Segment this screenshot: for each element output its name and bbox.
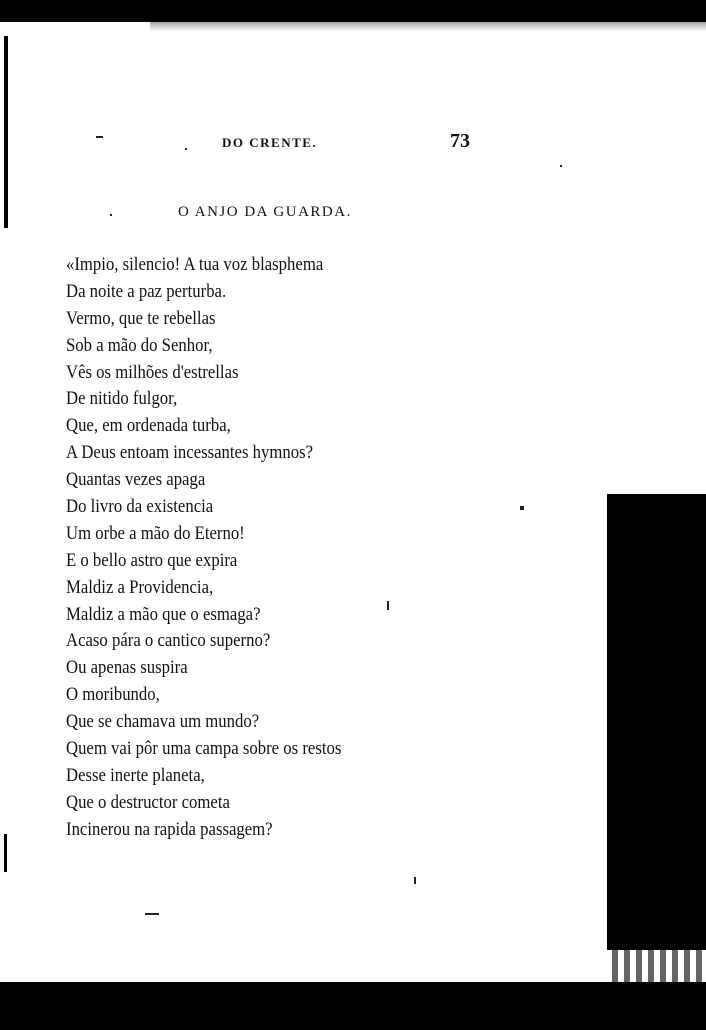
poem-line: Acaso pára o cantico superno?: [66, 630, 271, 652]
poem-line: Maldiz a mão que o esmaga?: [66, 603, 261, 625]
poem-body: [66, 252, 341, 844]
speck: [185, 148, 187, 150]
scan-block-right: [607, 494, 706, 950]
scan-border-top: [0, 0, 706, 22]
speck: [520, 506, 524, 510]
poem-line: Quem vai pôr uma campa sobre os restos: [66, 738, 342, 760]
poem-line: Ou apenas suspira: [66, 657, 188, 679]
poem-line: Incinerou na rapida passagem?: [66, 818, 273, 840]
scan-noise-right: [612, 950, 706, 982]
poem-line: Que se chamava um mundo?: [66, 711, 260, 733]
speck: [560, 165, 562, 167]
scan-shadow-top: [150, 22, 706, 32]
poem-line: Que, em ordenada turba,: [66, 415, 231, 437]
speck: [110, 214, 112, 216]
poem-line: De nitido fulgor,: [66, 388, 178, 410]
speck: [145, 913, 159, 915]
poem-line: Vermo, que te rebellas: [66, 307, 216, 329]
poem-title: O ANJO DA GUARDA.: [178, 204, 352, 220]
poem-line: Do livro da existencia: [66, 496, 214, 518]
poem-line: Maldiz a Providencia,: [66, 576, 214, 598]
poem-line: Que o destructor cometa: [66, 791, 230, 813]
scan-border-bottom: [0, 982, 706, 1030]
poem-line: E o bello astro que expira: [66, 549, 238, 571]
poem-line: «Impio, silencio! A tua voz blasphema: [66, 254, 324, 275]
poem-line: Vês os milhões d'estrellas: [66, 361, 239, 383]
poem-line: A Deus entoam incessantes hymnos?: [66, 442, 314, 464]
poem-line: O moribundo,: [66, 684, 160, 706]
page-number: 73: [450, 130, 470, 152]
poem-line: Sob a mão do Senhor,: [66, 334, 213, 356]
poem-line: Da noite a paz perturba.: [66, 280, 227, 302]
poem-line: Um orbe a mão do Eterno!: [66, 522, 245, 544]
speck: [387, 601, 389, 610]
poem-line: Desse inerte planeta,: [66, 764, 205, 786]
speck: [414, 877, 416, 884]
scan-border-left: [4, 36, 8, 228]
scan-mark-left: [4, 834, 7, 872]
poem-line: Quantas vezes apaga: [66, 469, 206, 491]
running-head: DO CRENTE.: [222, 135, 318, 150]
speck: [96, 136, 103, 138]
